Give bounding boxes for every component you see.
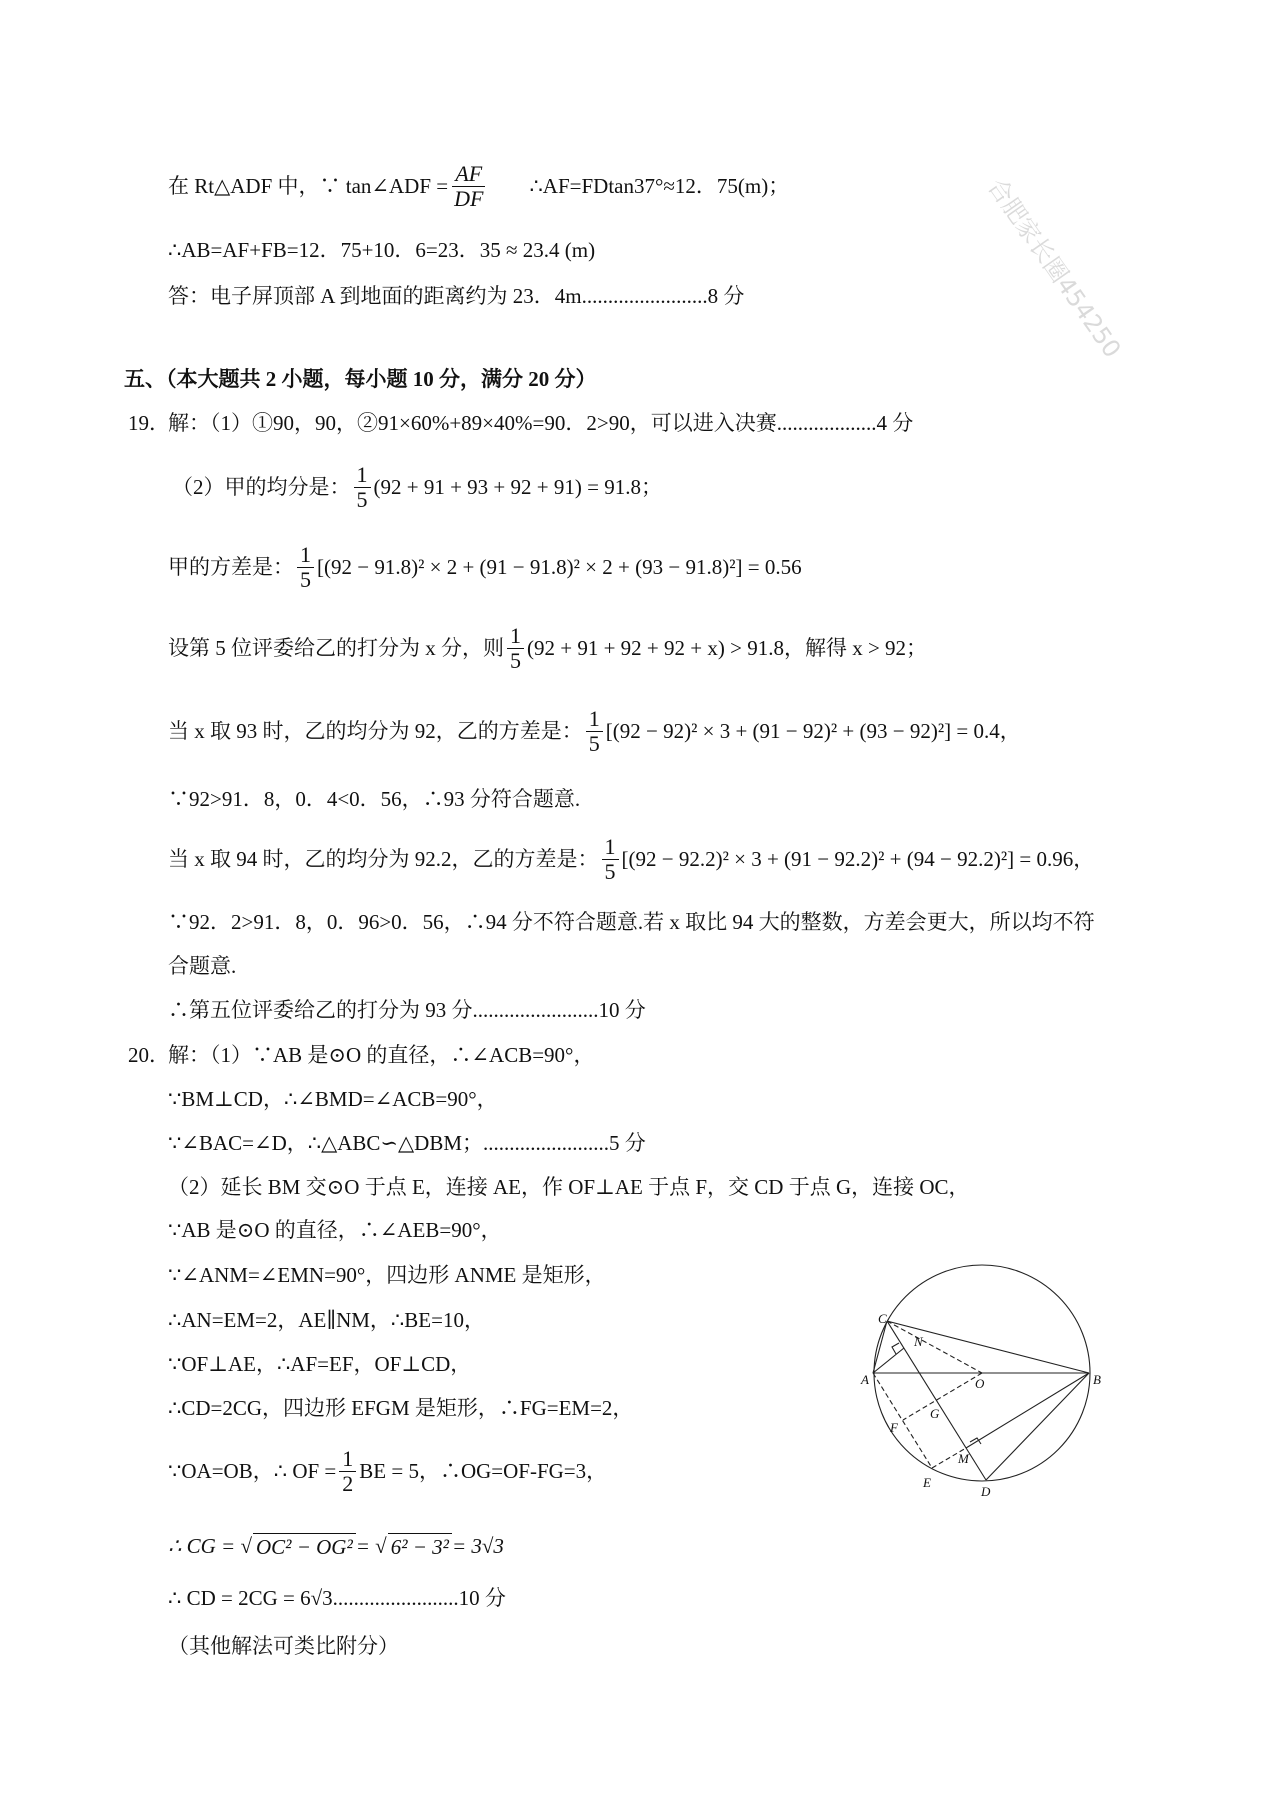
label-c: C — [878, 1311, 887, 1326]
q19-line-5 — [168, 705, 1021, 756]
denominator: 5 — [356, 486, 368, 512]
text: 设第 5 位评委给乙的打分为 x 分，则 — [168, 636, 504, 660]
text: 当 x 取 94 时，乙的均分为 92.2，乙的方差是： — [168, 847, 599, 871]
q20-note: （其他解法可类比附分） — [168, 1634, 399, 1658]
q20-line-8: ∵OF⊥AE，∴AF=EF，OF⊥CD， — [168, 1352, 472, 1376]
q19-line-2 — [172, 461, 662, 512]
numerator: 1 — [354, 463, 371, 488]
denominator: 5 — [300, 566, 311, 592]
q20-line-12: ∴ CD = 2CG = 6√3........................10 分 — [168, 1586, 506, 1610]
dashed-co — [887, 1321, 982, 1373]
numerator: 1 — [297, 543, 314, 568]
q19-line-8: ∵92．2>91．8，0．96>0．56，∴94 分不符合题意.若 x 取比 94 大的整数，方差会更大，所以均不符 — [168, 910, 1095, 934]
q20-line-1: 解：（1）∵AB 是⊙O 的直径，∴∠ACB=90°， — [168, 1043, 595, 1067]
q20-number: 20． — [128, 1043, 170, 1067]
label-o: O — [975, 1376, 985, 1391]
segment-ac — [873, 1321, 887, 1373]
denominator: 5 — [588, 730, 600, 756]
label-g: G — [930, 1406, 940, 1421]
numerator: 1 — [586, 707, 603, 732]
fraction-one-half — [339, 1447, 356, 1496]
fraction-one-fifth — [586, 707, 603, 756]
radicand: OC² − OG² — [253, 1533, 356, 1560]
fraction-one-fifth — [297, 543, 314, 592]
expression: (92 + 91 + 93 + 92 + 91) = 91.8； — [373, 475, 662, 499]
q20-line-9: ∴CD=2CG，四边形 EFGM 是矩形，∴FG=EM=2， — [168, 1396, 634, 1420]
q19-conclusion: ∴第五位评委给乙的打分为 93 分........................10 分 — [168, 998, 646, 1022]
expression: [(92 − 92)² × 3 + (91 − 92)² + (93 − 92)²] = 0.4， — [605, 719, 1021, 743]
q18-l1-prefix: 在 Rt△ADF 中，∵ tan∠ADF = — [168, 174, 449, 198]
segment-cd — [887, 1321, 986, 1480]
fraction-one-fifth — [507, 624, 524, 673]
radicand: 6² − 3² — [388, 1533, 452, 1560]
q20-line-2: ∵BM⊥CD，∴∠BMD=∠ACB=90°， — [168, 1087, 498, 1111]
q19-line-4 — [168, 622, 928, 673]
text: 甲的方差是： — [168, 555, 294, 579]
text: 当 x 取 93 时，乙的均分为 92，乙的方差是： — [168, 719, 583, 743]
denominator: 5 — [604, 858, 616, 884]
q19-line-7 — [168, 833, 1095, 884]
q20-line-4: （2）延长 BM 交⊙O 于点 E，连接 AE，作 OF⊥AE 于点 F，交 CD 于点 G，连接 OC， — [168, 1175, 970, 1199]
text: （2）甲的均分是： — [172, 475, 351, 499]
fraction-af-df — [451, 162, 486, 211]
expression: [(92 − 91.8)² × 2 + (91 − 91.8)² × 2 + (93 − 91.8)²] = 0.56 — [317, 555, 802, 579]
denominator: 2 — [342, 1470, 354, 1496]
q19-line-6: ∵92>91．8，0．4<0．56，∴93 分符合题意. — [168, 787, 581, 811]
fraction-one-fifth — [354, 463, 371, 512]
circle-geometry-figure — [860, 1260, 1130, 1520]
fraction-one-fifth — [602, 835, 619, 884]
numerator: AF — [452, 162, 485, 187]
denominator: DF — [454, 185, 484, 211]
text: ∵OA=OB，∴ OF = — [168, 1459, 337, 1483]
label-d: D — [981, 1484, 991, 1499]
q18-answer: 答：电子屏顶部 A 到地面的距离约为 23．4m........................8 分 — [168, 284, 745, 308]
label-n: N — [914, 1334, 923, 1349]
expression: [(92 − 92.2)² × 3 + (91 − 92.2)² + (94 − 92.2)²] = 0.96， — [621, 847, 1095, 871]
label-b: B — [1093, 1372, 1101, 1387]
right-angle-mark-m — [970, 1438, 981, 1444]
label-m: M — [958, 1451, 969, 1466]
q20-line-3: ∵∠BAC=∠D，∴△ABC∽△DBM；........................5 分 — [168, 1131, 646, 1155]
q20-line-7: ∴AN=EM=2，AE∥NM，∴BE=10， — [168, 1308, 485, 1332]
dashed-ae — [873, 1373, 932, 1468]
q18-line-2: ∴AB=AF+FB=12．75+10．6=23．35 ≈ 23.4 (m) — [168, 238, 596, 262]
q20-line-11 — [168, 1533, 504, 1559]
q19-number: 19． — [128, 411, 170, 435]
q19-line-1: 解：（1）①90，90，②91×60%+89×40%=90．2>90，可以进入决赛...................4 分 — [168, 411, 914, 435]
expression: BE = 5，∴OG=OF-FG=3， — [359, 1459, 608, 1483]
q18-line-1-suffix: ∴AF=FDtan37°≈12．75(m)； — [529, 174, 790, 198]
q20-line-6: ∵∠ANM=∠EMN=90°，四边形 ANME 是矩形， — [168, 1263, 606, 1287]
text: ∴ CG = √ — [168, 1534, 252, 1558]
numerator: 1 — [507, 624, 524, 649]
text: = √ — [355, 1534, 387, 1558]
q20-line-5: ∵AB 是⊙O 的直径，∴∠AEB=90°， — [168, 1218, 502, 1242]
segment-an — [873, 1348, 904, 1373]
watermark: 合肥家长圈454250 — [982, 173, 1127, 363]
numerator: 1 — [602, 835, 619, 860]
q19-line-9: 合题意. — [168, 954, 237, 978]
q20-line-10 — [168, 1445, 608, 1496]
q18-line-1 — [168, 160, 790, 211]
label-f: F — [890, 1420, 898, 1435]
dashed-of — [903, 1373, 982, 1420]
label-a: A — [861, 1372, 869, 1387]
denominator: 5 — [510, 647, 521, 673]
result: = 3√3 — [451, 1534, 504, 1558]
q19-line-3 — [168, 541, 802, 592]
expression: (92 + 91 + 92 + 92 + x) > 91.8，解得 x > 92； — [527, 636, 928, 660]
label-e: E — [923, 1475, 931, 1490]
numerator: 1 — [339, 1447, 356, 1472]
section-header: 五、（本大题共 2 小题，每小题 10 分，满分 20 分） — [124, 367, 597, 391]
